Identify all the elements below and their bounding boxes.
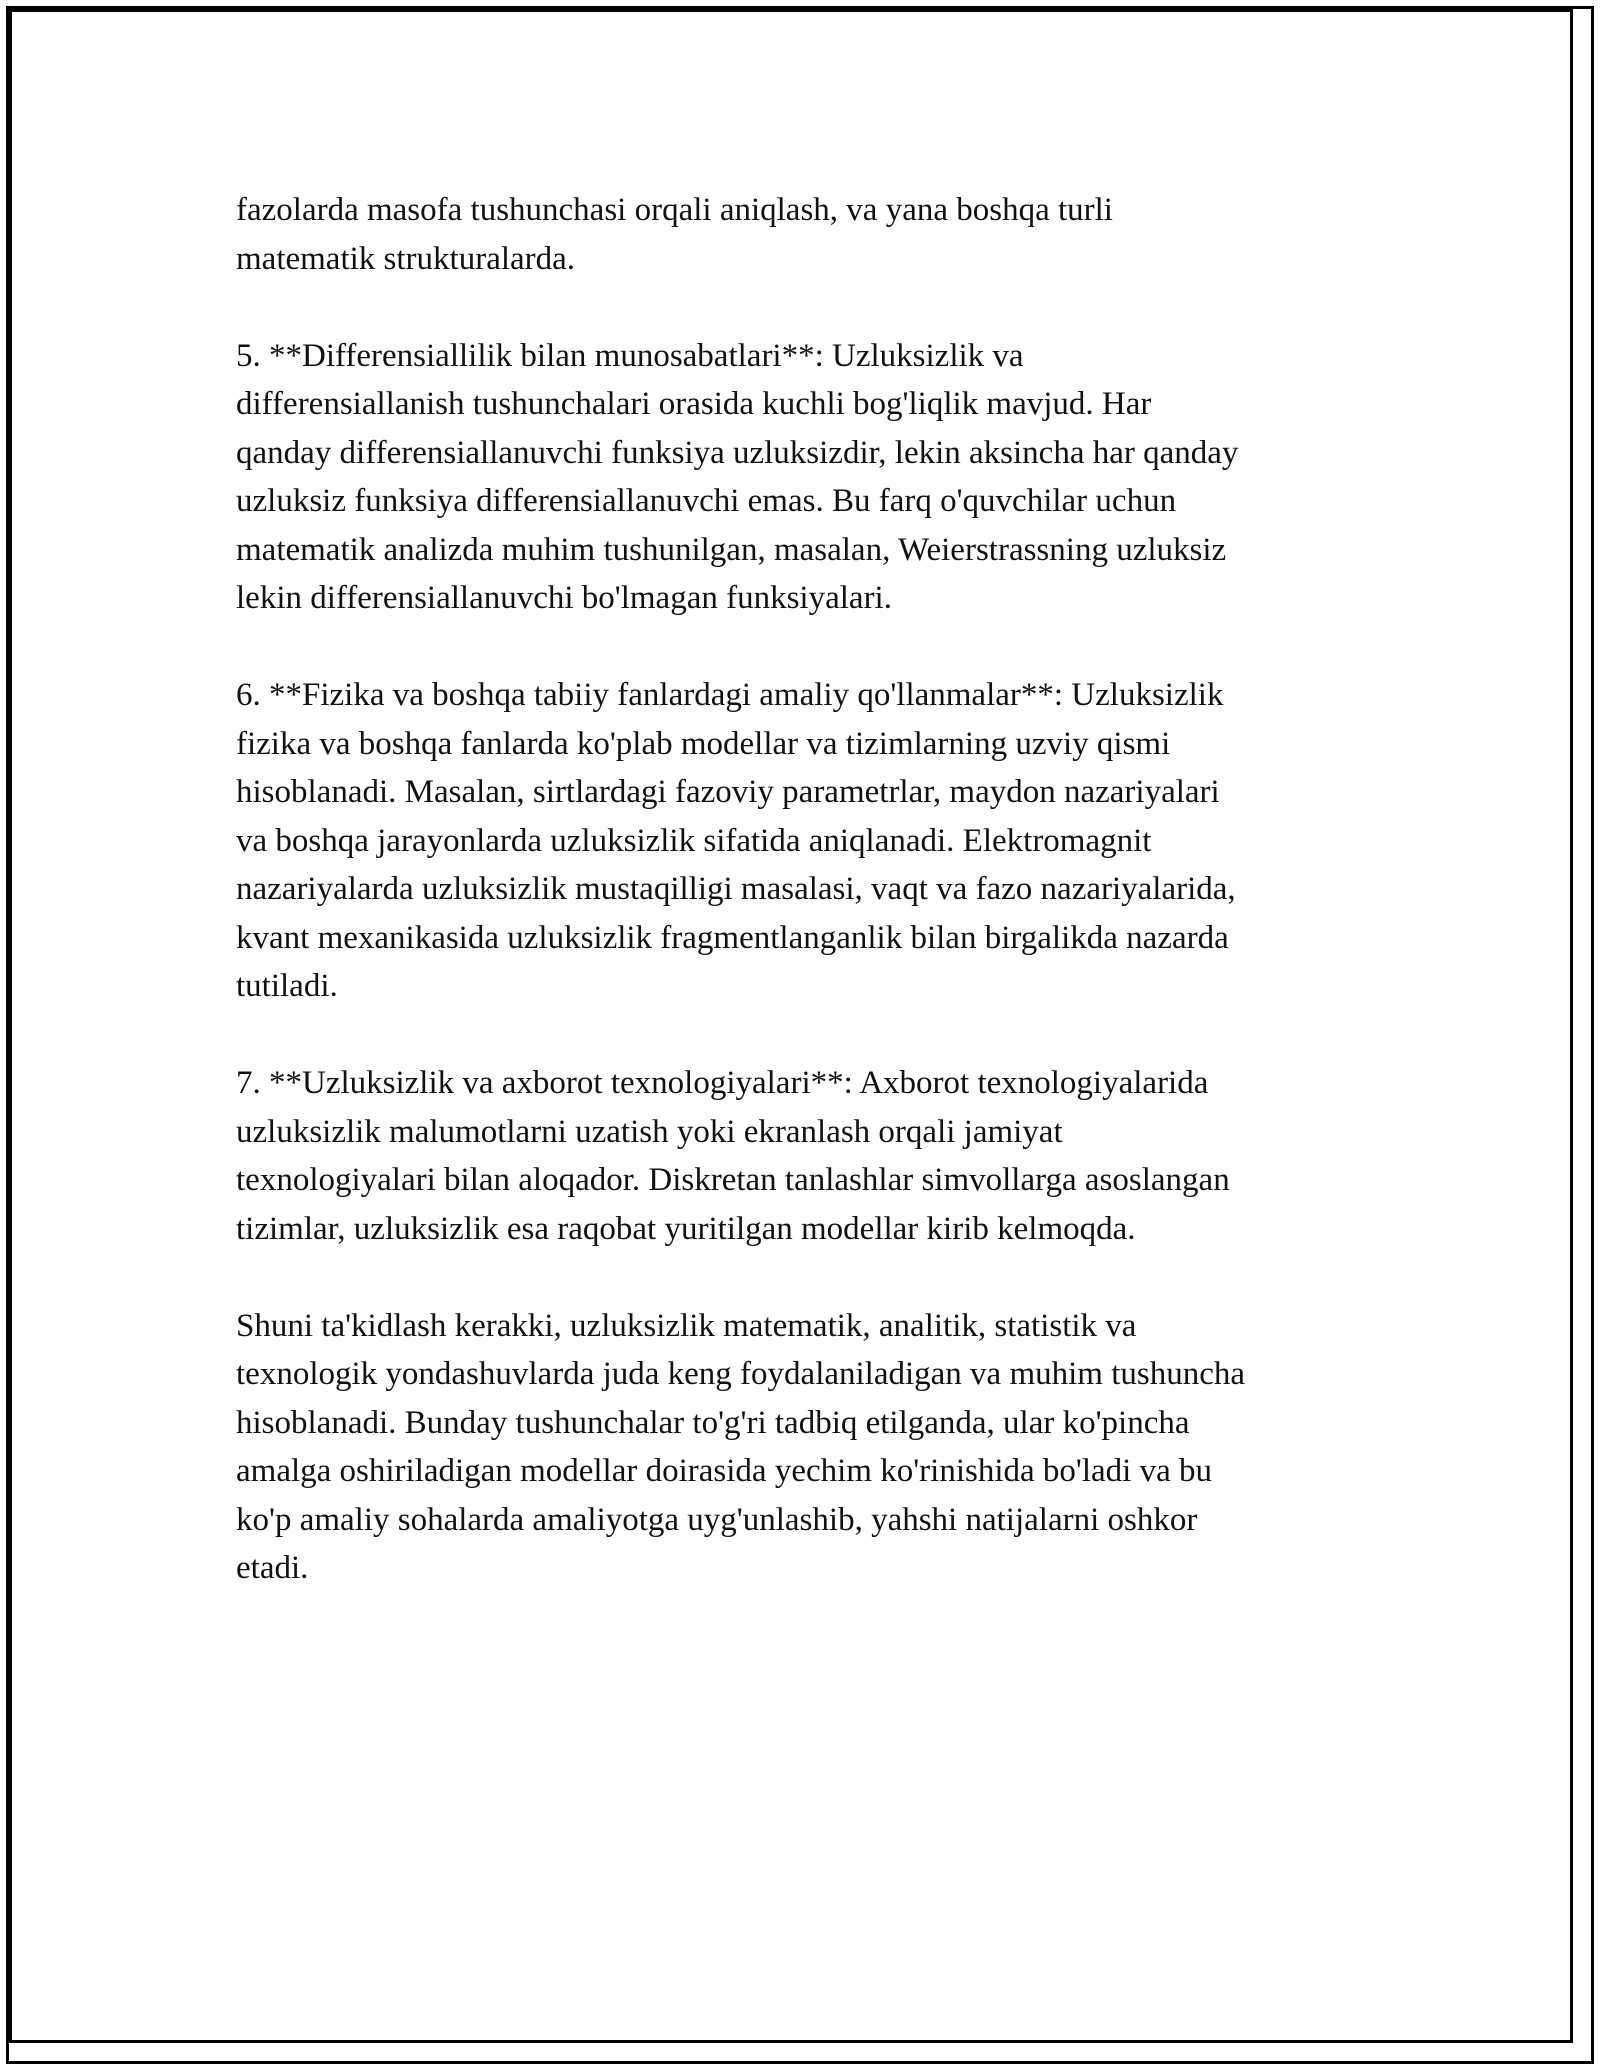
paragraph-differentiability: 5. **Differensiallilik bilan munosabatlari**: Uzluksizlik va differensiallanish tushunchalari orasida kuchli bog'liqlik mavjud. Har qanday differensiallanuvchi funksiya uzluksizdir, lekin aksincha har qanday uzluksiz funksiya differensiallanuvchi emas. Bu farq o'quvchilar uchun matematik analizda muhim tushunilgan, masalan, Weierstrassning uzluksiz lekin differensiallanuvchi bo'lmagan funksiyalari. [236,337,1239,616]
document-body [236,186,1366,1641]
paragraph-physics-applications: 6. **Fizika va boshqa tabiiy fanlardagi amaliy qo'llanmalar**: Uzluksizlik fizika va boshqa fanlarda ko'plab modellar va tizimlarning uzviy qismi hisoblanadi. Masalan, sirtlardagi fazoviy parametrlar, maydon nazariyalari va boshqa jarayonlarda uzluksizlik sifatida aniqlanadi. Elektromagnit nazariyalarda uzluksizlik mustaqilligi masalasi, vaqt va fazo nazariyalarida, kvant mexanikasida uzluksizlik fragmentlanganlik bilan birgalikda nazarda tutiladi. [236,677,1236,1004]
paragraph-information-technology: 7. **Uzluksizlik va axborot texnologiyalari**: Axborot texnologiyalarida uzluksizlik malumotlarni uzatish yoki ekranlash orqali jamiyat texnologiyalari bilan aloqador. Diskretan tanlashlar simvollarga asoslangan tizimlar, uzluksizlik esa raqobat yuritilgan modellar kirib kelmoqda. [236,1065,1230,1247]
paragraph-conclusion: Shuni ta'kidlash kerakki, uzluksizlik matematik, analitik, statistik va texnologik yondashuvlarda juda keng foydalaniladigan va muhim tushuncha hisoblanadi. Bunday tushunchalar to'g'ri tadbiq etilganda, ular ko'pincha amalga oshiriladigan modellar doirasida yechim ko'rinishida bo'ladi va bu ko'p amaliy sohalarda amaliyotga uyg'unlashib, yahshi natijalarni oshkor etadi. [236,1307,1246,1586]
paragraph-metric-spaces: fazolarda masofa tushunchasi orqali aniqlash, va yana boshqa turli matematik strukturalarda. [236,192,1113,277]
